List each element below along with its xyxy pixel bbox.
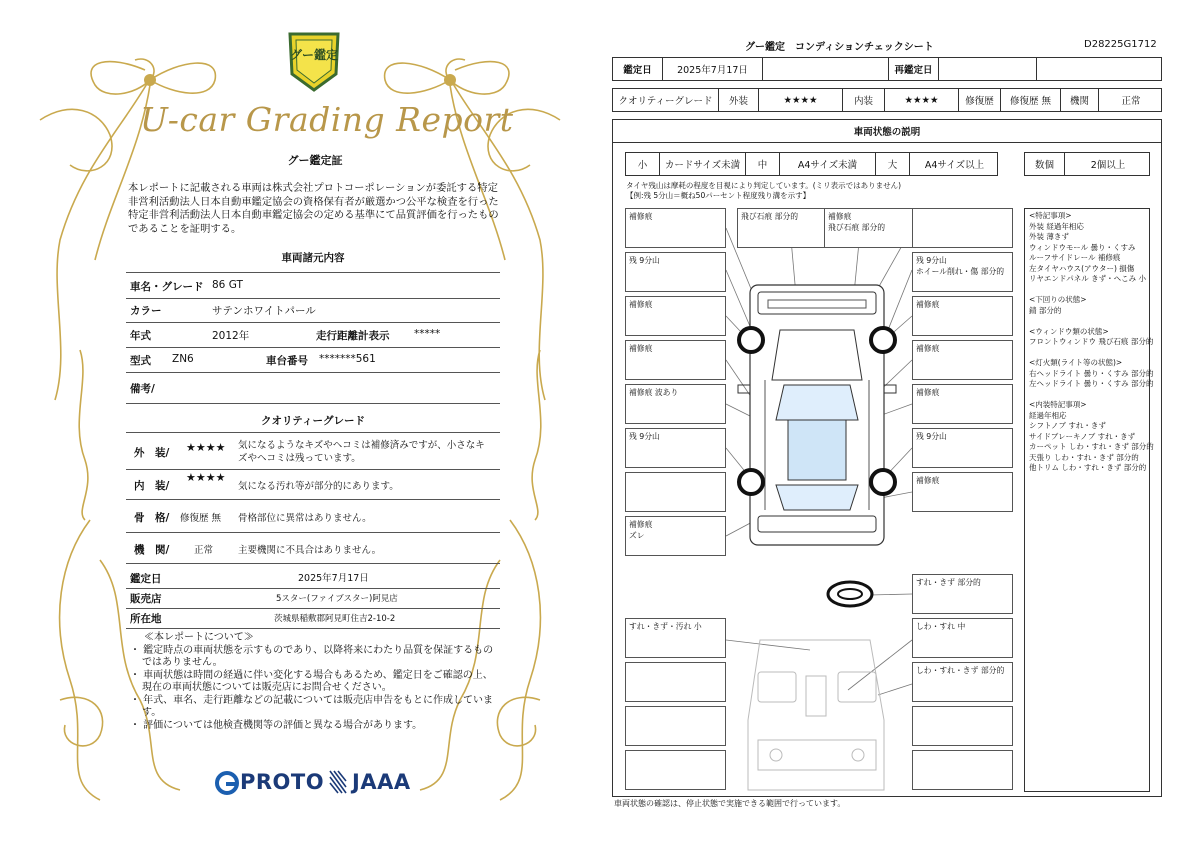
special-note-line: 左ヘッドライト 曇り・くすみ 部分的 — [1029, 379, 1154, 388]
special-note-line: <下回りの状態> — [1029, 295, 1087, 304]
special-note-line — [1029, 285, 1145, 296]
size-small-desc: カードサイズ未満 — [660, 153, 746, 175]
sheet-id: D28225G1712 — [1084, 39, 1157, 50]
jaaa-brand: JAAA — [352, 770, 411, 794]
special-note-line: 他トリム しわ・すれ・きず 部分的 — [1029, 463, 1147, 472]
special-note-line: カーペット しわ・すれ・きず 部分的 — [1029, 442, 1154, 451]
size-mid-desc: A4サイズ未満 — [780, 153, 876, 175]
condition-heading: 車両状態の説明 — [612, 119, 1162, 143]
chassis-value: *******561 — [319, 353, 376, 365]
repair-label: 修復歴 — [959, 89, 1001, 111]
special-note-line: 錆 部分的 — [1029, 305, 1062, 315]
special-note-line: サイドブレーキノブ すれ・きず — [1029, 431, 1136, 441]
interior-stars: ★★★★ — [186, 471, 226, 484]
damage-box: 残 9分山 — [625, 428, 726, 468]
reinspect-label: 再鑑定日 — [889, 58, 939, 80]
proto-brand: PROTO — [240, 770, 325, 794]
damage-box: 補修痕 — [912, 472, 1013, 512]
damage-box: 補修痕 — [625, 208, 726, 248]
grade-label: クオリティーグレード — [613, 89, 719, 111]
grade-interior-stars: ★★★★ — [885, 89, 959, 111]
grade-exterior-label: 外装 — [719, 89, 759, 111]
special-note-line — [1029, 390, 1145, 401]
special-note-line: 左タイヤハウス(アウター) 損傷 — [1029, 263, 1135, 273]
damage-box — [912, 208, 1013, 248]
note-item: ・ 年式、車名、走行距離などの記載については販売店申告をもとに作成しています。 — [130, 694, 493, 718]
mileage-value: ***** — [414, 328, 441, 340]
damage-box: 補修痕 — [912, 340, 1013, 380]
size-small: 小 — [626, 153, 660, 175]
special-note-line: 外装 薄きず — [1029, 232, 1069, 241]
car-top-view — [738, 285, 896, 545]
grade-exterior-stars: ★★★★ — [759, 89, 843, 111]
steering-wheel-icon — [828, 582, 872, 606]
notes-title: ≪本レポートについて≫ — [144, 632, 254, 643]
exterior-stars: ★★★★ — [186, 441, 226, 454]
sheet-date-value: 2025年7月17日 — [663, 58, 763, 80]
logo-text: グー鑑定 — [289, 48, 338, 62]
report-script-title: U-car Grading Report — [140, 100, 514, 139]
exterior-text: 気になるようなキズやヘコミは補修済みですが、小さなキズやヘコミは残っています。 — [238, 440, 485, 464]
special-note-line: 経過年相応 — [1029, 410, 1067, 420]
special-note-line: ウィンドウモール 曇り・くすみ — [1029, 242, 1136, 252]
grade-interior-label: 内装 — [843, 89, 885, 111]
interior-damage-box — [912, 706, 1013, 746]
interior-damage-box — [625, 750, 726, 790]
certificate-statement: 本レポートに記載される車両は株式会社プロトコーポレーションが委託する特定非営利活動法人日本自動車鑑定協会の資格保有者が厳選かつ公平な検査を行った特定非営利活動法人日本自動車鑑定協会の定める基準にて品質評価を行ったものであることを証明する。 — [128, 182, 499, 235]
proto-logo-icon — [214, 770, 240, 796]
interior-damage-box — [912, 750, 1013, 790]
model-value: ZN6 — [172, 353, 194, 365]
row-color — [126, 298, 500, 323]
row-name — [126, 272, 500, 299]
engine-label: 機 関/ — [134, 544, 170, 556]
damage-box: 残 9分山 — [625, 252, 726, 292]
sheet-title: グー鑑定 コンディションチェックシート — [745, 42, 934, 53]
car-interior-view — [748, 640, 884, 790]
frame-text: 骨格部位に異常はありません。 — [238, 513, 372, 524]
quality-heading: クオリティーグレード — [261, 415, 365, 427]
special-note-line — [1029, 316, 1145, 327]
row-engine — [126, 533, 500, 564]
special-notes-list — [1029, 211, 1154, 474]
special-note-line: フロントウィンドウ 飛び石痕 部分的 — [1029, 337, 1154, 346]
spec-heading: 車両諸元内容 — [281, 252, 345, 264]
damage-box: 残 9分山 ホイール削れ・傷 部分的 — [912, 252, 1013, 292]
damage-box: 補修痕 — [625, 296, 726, 336]
mileage-label: 走行距離計表示 — [316, 330, 390, 342]
interior-label: 内 装/ — [134, 480, 170, 492]
damage-box: 補修痕 — [912, 384, 1013, 424]
address-label: 所在地 — [130, 613, 162, 625]
condition-check-sheet — [600, 0, 1200, 848]
note-item: ・ 評価については他検査機関等の評価と異なる場合があります。 — [130, 719, 423, 731]
engine-label: 機関 — [1061, 89, 1099, 111]
chassis-label: 車台番号 — [266, 355, 308, 367]
count-desc: 2個以上 — [1090, 160, 1126, 171]
date-value: 2025年7月17日 — [298, 573, 369, 584]
certificate-title: グー鑑定証 — [287, 154, 343, 167]
special-note-line: <特記事項> — [1029, 211, 1072, 220]
row-frame — [126, 500, 500, 533]
special-note-line: シフトノブ すれ・きず — [1029, 421, 1106, 430]
special-note-line: <灯火類(ライト等の状態)> — [1029, 358, 1123, 367]
row-exterior — [126, 432, 500, 470]
size-mid: 中 — [746, 153, 780, 175]
exterior-label: 外 装/ — [134, 447, 170, 459]
name-value: 86 GT — [212, 279, 243, 291]
interior-damage-box — [625, 706, 726, 746]
color-value: サテンホワイトパール — [212, 305, 316, 317]
sheet-footer: 車両状態の確認は、停止状態で実施できる範囲で行っています。 — [614, 799, 846, 808]
interior-text: 気になる汚れ等が部分的にあります。 — [238, 481, 399, 492]
special-note-line: <内装特記事項> — [1029, 400, 1087, 409]
report-notes — [130, 632, 500, 732]
year-label: 年式 — [130, 330, 151, 342]
row-date — [126, 568, 500, 589]
damage-box: 残 9分山 — [912, 428, 1013, 468]
engine-value: 正常 — [194, 545, 214, 556]
shop-value: 5スター(ファイブスター)阿見店 — [276, 594, 398, 604]
damage-box: 飛び石痕 部分的 — [737, 208, 838, 248]
row-address — [126, 609, 500, 629]
interior-damage-box: しわ・すれ・きず 部分的 — [912, 662, 1013, 702]
damage-box — [625, 472, 726, 512]
interior-damage-box — [625, 662, 726, 702]
size-large-desc: A4サイズ以上 — [924, 160, 985, 171]
size-large: 大 — [876, 153, 910, 175]
damage-box: 補修痕 波あり — [625, 384, 726, 424]
engine-text: 主要機関に不具合はありません。 — [238, 545, 382, 556]
special-note-line: ルーフサイドレール 補修痕 — [1029, 253, 1121, 262]
special-note-line: 天張り しわ・すれ・きず 部分的 — [1029, 452, 1139, 462]
model-label: 型式 — [130, 355, 151, 367]
special-note-line — [1029, 348, 1145, 359]
note-item: ・ 鑑定時点の車両状態を示すものであり、以降将来にわたり品質を保証するものではありません。 — [130, 644, 494, 668]
frame-value: 修復歴 無 — [180, 513, 222, 524]
damage-box: 補修痕 飛び石痕 部分的 — [824, 208, 925, 248]
special-note-line: <ウィンドウ類の状態> — [1029, 326, 1109, 336]
special-note-line: 外装 経過年相応 — [1029, 221, 1084, 231]
remarks-label: 備考/ — [130, 383, 155, 395]
address-value: 茨城県稲敷郡阿見町住吉2-10-2 — [274, 614, 396, 624]
shop-label: 販売店 — [130, 593, 162, 605]
special-note-line: リヤエンドパネル きず・へこみ 小 — [1029, 274, 1146, 283]
tire-note-2: 【例:残 5分山＝概ね50パーセント程度残り溝を示す】 — [626, 191, 811, 200]
damage-box: 補修痕 — [625, 340, 726, 380]
steering-damage-box: すれ・きず 部分的 — [912, 574, 1013, 614]
tire-note-1: タイヤ残山は摩耗の程度を目視により判定しています。(ミリ表示ではありません) — [626, 181, 902, 190]
count-label: 数個 — [1025, 153, 1065, 175]
repair-value: 修復歴 無 — [1001, 89, 1061, 111]
note-item: ・ 車両状態は時間の経過に伴い変化する場合もあるため、鑑定日をご確認の上、現在の車両状態については販売店にお問合せください。 — [130, 669, 493, 693]
special-note-line: 右ヘッドライト 曇り・くすみ 部分的 — [1029, 368, 1154, 378]
name-label: 車名・グレード — [130, 281, 204, 293]
damage-box: 補修痕 — [912, 296, 1013, 336]
damage-box: 補修痕 ズレ — [625, 516, 726, 556]
date-label: 鑑定日 — [130, 573, 162, 585]
special-notes-panel — [1024, 208, 1154, 792]
row-interior — [126, 469, 500, 500]
year-value: 2012年 — [212, 330, 250, 342]
frame-label: 骨 格/ — [134, 512, 170, 524]
row-year — [126, 323, 500, 348]
sheet-date-label: 鑑定日 — [613, 58, 663, 80]
row-model — [126, 348, 500, 373]
color-label: カラー — [130, 305, 162, 317]
engine-value: 正常 — [1121, 96, 1141, 107]
jaaa-logo-icon — [328, 769, 348, 795]
row-shop — [126, 589, 500, 609]
interior-damage-box: しわ・すれ 中 — [912, 618, 1013, 658]
row-remarks — [126, 373, 500, 404]
interior-damage-box: すれ・きず・汚れ 小 — [625, 618, 726, 658]
